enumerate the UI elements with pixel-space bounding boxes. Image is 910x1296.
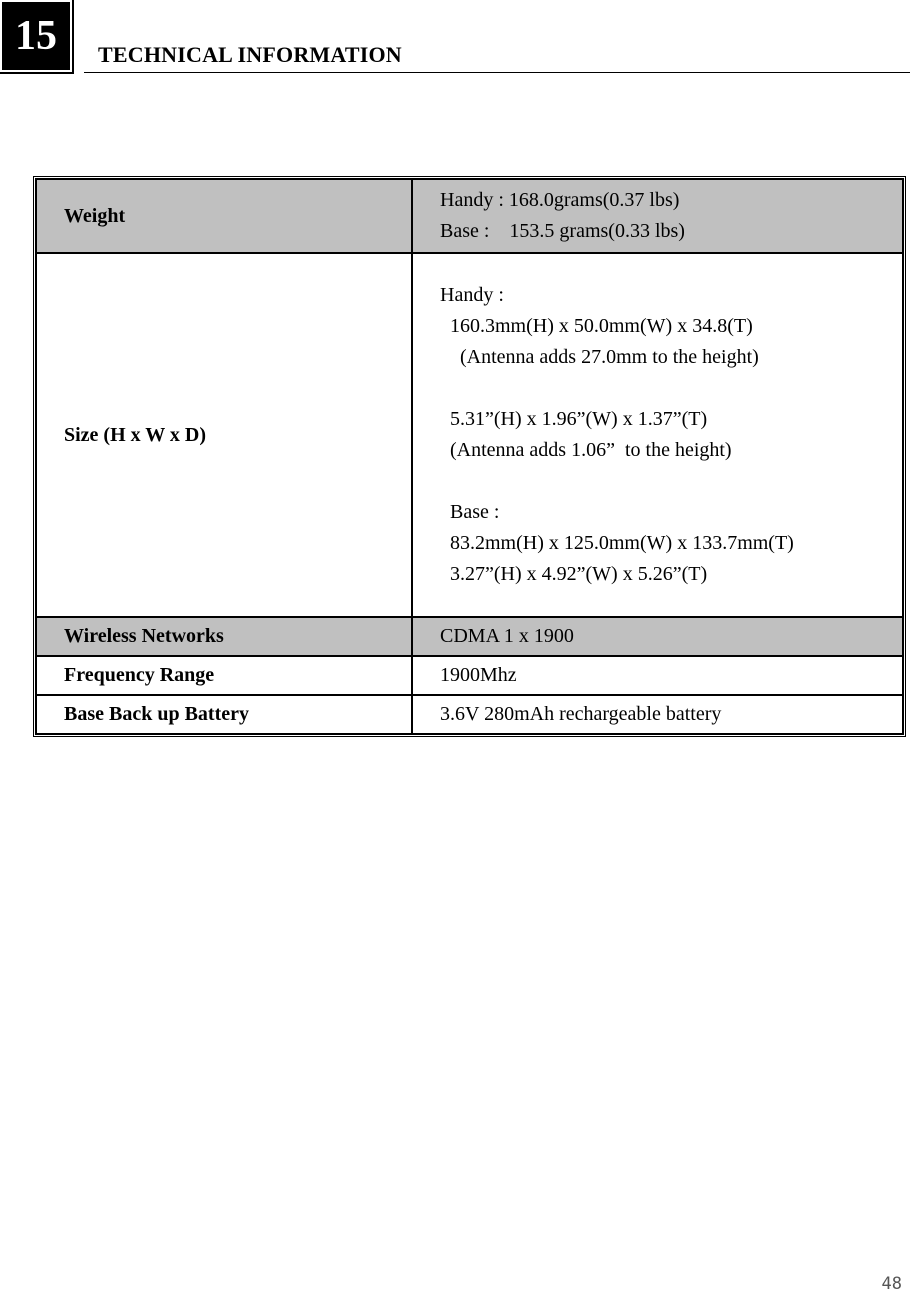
size-spacer (440, 466, 902, 497)
backup-battery-label: Base Back up Battery (36, 695, 412, 734)
size-line: 3.27”(H) x 4.92”(W) x 5.26”(T) (440, 563, 708, 585)
size-label: Size (H x W x D) (36, 253, 412, 617)
weight-line-base: Base : 153.5 grams(0.33 lbs) (440, 220, 685, 242)
page-number: 48 (881, 1274, 902, 1294)
table-row (36, 253, 903, 617)
spec-table (33, 176, 906, 737)
size-line: (Antenna adds 1.06” to the height) (440, 439, 732, 461)
weight-line-handy: Handy : 168.0grams(0.37 lbs) (440, 189, 680, 211)
frequency-range-label: Frequency Range (36, 656, 412, 695)
size-line: 160.3mm(H) x 50.0mm(W) x 34.8(T) (440, 315, 753, 337)
weight-value (412, 179, 903, 253)
wireless-networks-label: Wireless Networks (36, 617, 412, 656)
chapter-number-badge: 15 (0, 0, 72, 72)
table-row (36, 617, 903, 656)
weight-label: Weight (36, 179, 412, 253)
size-line: Handy : (440, 284, 504, 306)
wireless-networks-value: CDMA 1 x 1900 (412, 617, 903, 656)
size-line: (Antenna adds 27.0mm to the height) (440, 346, 759, 368)
page-title: TECHNICAL INFORMATION (98, 42, 402, 67)
frequency-range-value: 1900Mhz (412, 656, 903, 695)
size-line: Base : (440, 501, 500, 523)
backup-battery-value: 3.6V 280mAh rechargeable battery (412, 695, 903, 734)
table-row (36, 179, 903, 253)
table-row (36, 695, 903, 734)
size-value (412, 253, 903, 617)
size-line: 83.2mm(H) x 125.0mm(W) x 133.7mm(T) (440, 532, 794, 554)
table-row (36, 656, 903, 695)
size-spacer (440, 373, 902, 404)
title-underline (84, 72, 910, 73)
size-line: 5.31”(H) x 1.96”(W) x 1.37”(T) (440, 408, 708, 430)
